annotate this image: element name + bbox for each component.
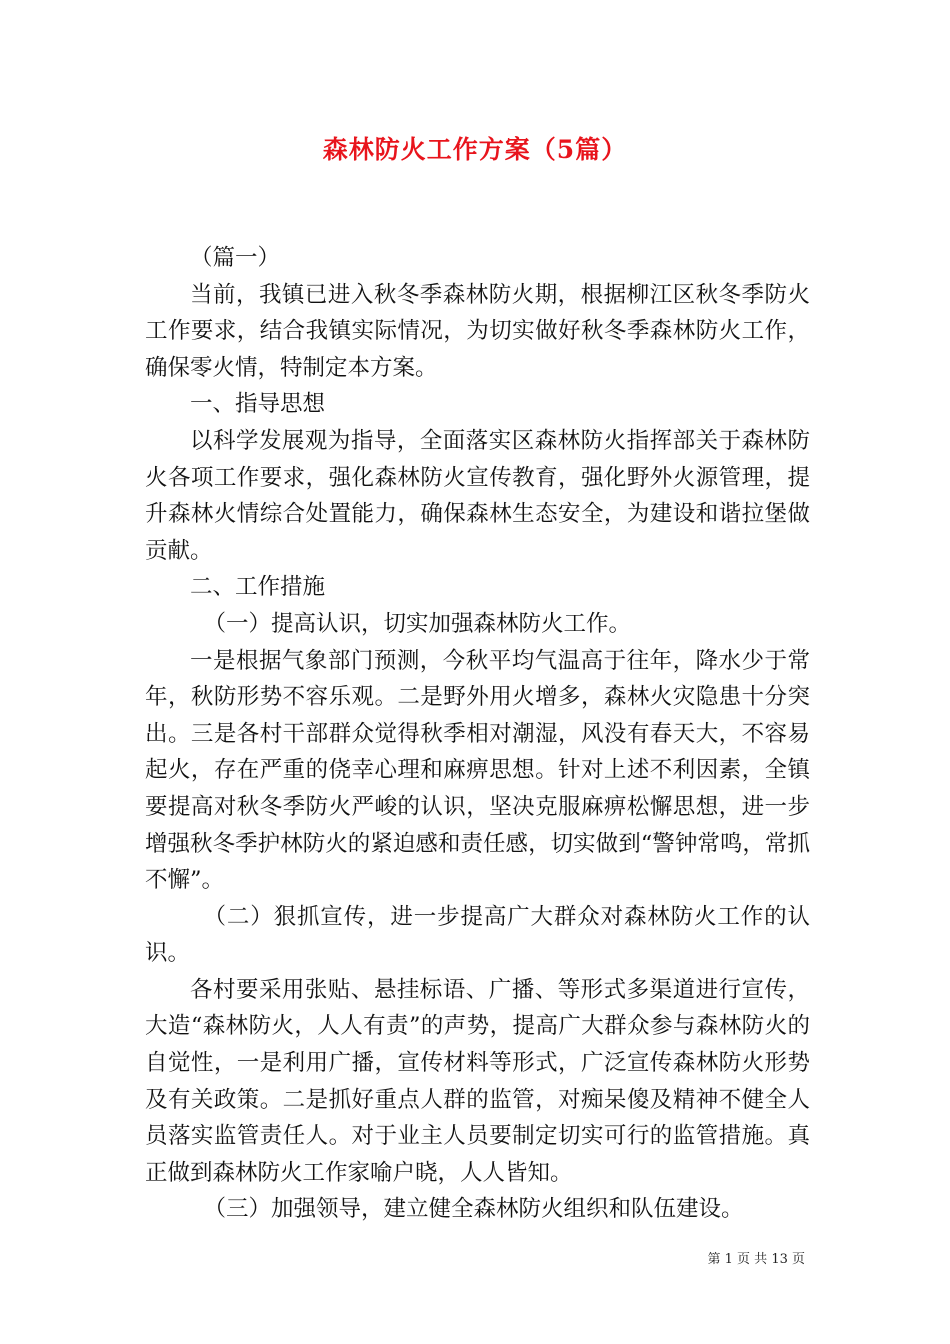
part-heading: （篇一） [190, 245, 281, 271]
subsection-heading-1: （一）提高认识，切实加强森林防火工作。 [203, 610, 632, 637]
intro-paragraph: 当前，我镇已进入秋冬季森林防火期，根据柳江区秋冬季防火工作要求，结合我镇实际情况，为切实做好秋冬季森林防火工作，确保零火情，特制定本方案。 [145, 281, 810, 381]
subsection-heading-2: （二）狠抓宣传，进一步提高广大群众对森林防火工作的认识。 [145, 903, 810, 967]
subsection-heading-3: （三）加强领导，建立健全森林防火组织和队伍建设。 [203, 1196, 744, 1223]
page-number: 第 1 页 共 13 页 [707, 1252, 805, 1267]
section-heading-work-measures: 二、工作措施 [190, 574, 326, 601]
document-body [145, 240, 810, 1228]
document-title: 森林防火工作方案（5篇） [322, 135, 628, 164]
section-heading-guiding-thought: 一、指导思想 [190, 391, 326, 418]
paragraph-guiding-thought: 以科学发展观为指导，全面落实区森林防火指挥部关于森林防火各项工作要求，强化森林防火宣传教育，强化野外火源管理，提升森林火情综合处置能力，确保森林生态安全，为建设和谐拉堡做贡献。 [145, 427, 810, 564]
paragraph-measure-1: 一是根据气象部门预测，今秋平均气温高于往年，降水少于常年，秋防形势不容乐观。二是野外用火增多，森林火灾隐患十分突出。三是各村干部群众觉得秋季相对潮湿，风没有春天大，不容易起火，存在严重的侥幸心理和麻痹思想。针对上述不利因素，全镇要提高对秋冬季防火严峻的认识，坚决克服麻痹松懈思想，进一步增强秋冬季护林防火的紧迫感和责任感，切实做到“警钟常鸣，常抓不懈”。 [145, 647, 810, 894]
paragraph-measure-2: 各村要采用张贴、悬挂标语、广播、等形式多渠道进行宣传，大造“森林防火，人人有责”的声势，提高广大群众参与森林防火的自觉性，一是利用广播，宣传材料等形式，广泛宣传森林防火形势及有关政策。二是抓好重点人群的监管，对痴呆傻及精神不健全人员落实监管责任人。对于业主人员要制定切实可行的监管措施。真正做到森林防火工作家喻户晓，人人皆知。 [145, 976, 810, 1186]
